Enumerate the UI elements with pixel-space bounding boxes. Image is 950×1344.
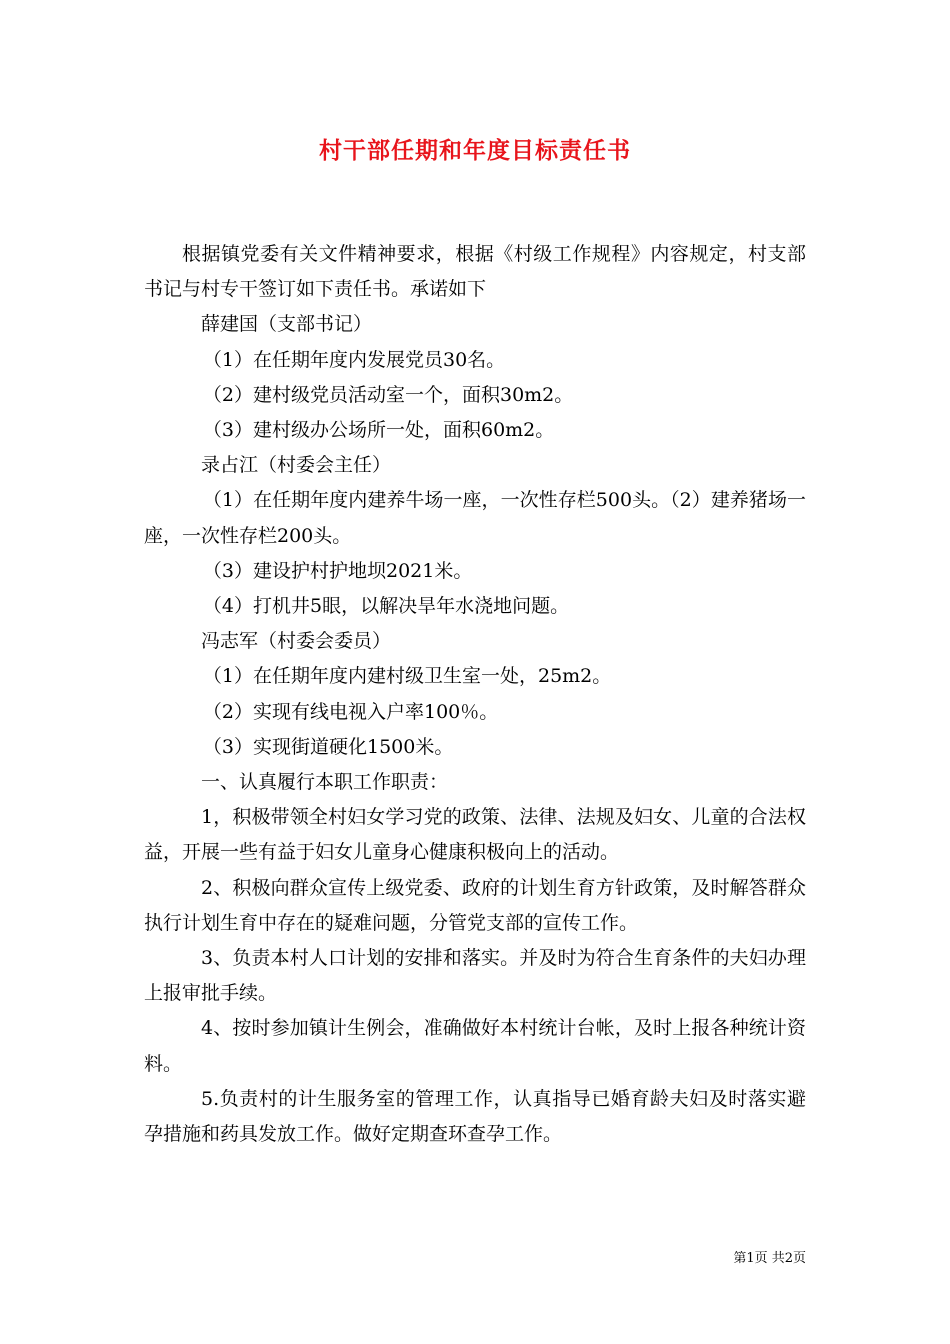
- list-item: （3）实现街道硬化1500米。: [202, 735, 454, 758]
- person-heading-3: 冯志军（村委会委员）: [201, 630, 392, 653]
- list-item: （1）在任期年度内发展党员30名。: [202, 348, 506, 371]
- duty-paragraph: 2、积极向群众宣传上级党委、政府的计划生育方针政策，及时解答群众执行计划生育中存在的疑难问题，分管党支部的宣传工作。: [144, 876, 806, 934]
- duties-heading: 一、认真履行本职工作职责：: [201, 771, 449, 794]
- intro-paragraph: 根据镇党委有关文件精神要求，根据《村级工作规程》内容规定，村支部书记与村专干签订如下责任书。承诺如下: [144, 243, 806, 301]
- list-item: （4）打机井5眼，以解决旱年水浇地问题。: [202, 595, 570, 618]
- document-title: 村干部任期和年度目标责任书: [319, 137, 631, 164]
- person-heading-2: 录占江（村委会主任）: [201, 454, 392, 477]
- list-item: （2）建村级党员活动室一个，面积30m2。: [202, 383, 574, 406]
- list-item: （3）建设护村护地坝2021米。: [202, 559, 473, 582]
- person-heading-1: 薛建国（支部书记）: [201, 313, 373, 336]
- duty-paragraph: 3、负责本村人口计划的安排和落实。并及时为符合生育条件的夫妇办理上报审批手续。: [144, 947, 806, 1005]
- document-body: [144, 237, 806, 1152]
- list-item: （1）在任期年度内建村级卫生室一处，25m2。: [202, 665, 612, 688]
- list-item: （2）实现有线电视入户率100％。: [202, 700, 499, 723]
- page-number: 第1页 共2页: [733, 1251, 806, 1266]
- duty-paragraph: 4、按时参加镇计生例会，准确做好本村统计台帐，及时上报各种统计资料。: [144, 1017, 806, 1075]
- list-item: （1）在任期年度内建养牛场一座，一次性存栏500头。（2）建养猪场一座，一次性存栏200头。: [144, 489, 806, 547]
- duty-paragraph: 5.负责村的计生服务室的管理工作，认真指导已婚育龄夫妇及时落实避孕措施和药具发放工作。做好定期查环查孕工作。: [144, 1087, 806, 1146]
- list-item: （3）建村级办公场所一处，面积60m2。: [202, 419, 555, 442]
- duty-paragraph: 1，积极带领全村妇女学习党的政策、法律、法规及妇女、儿童的合法权益，开展一些有益于妇女儿童身心健康积极向上的活动。: [144, 806, 806, 864]
